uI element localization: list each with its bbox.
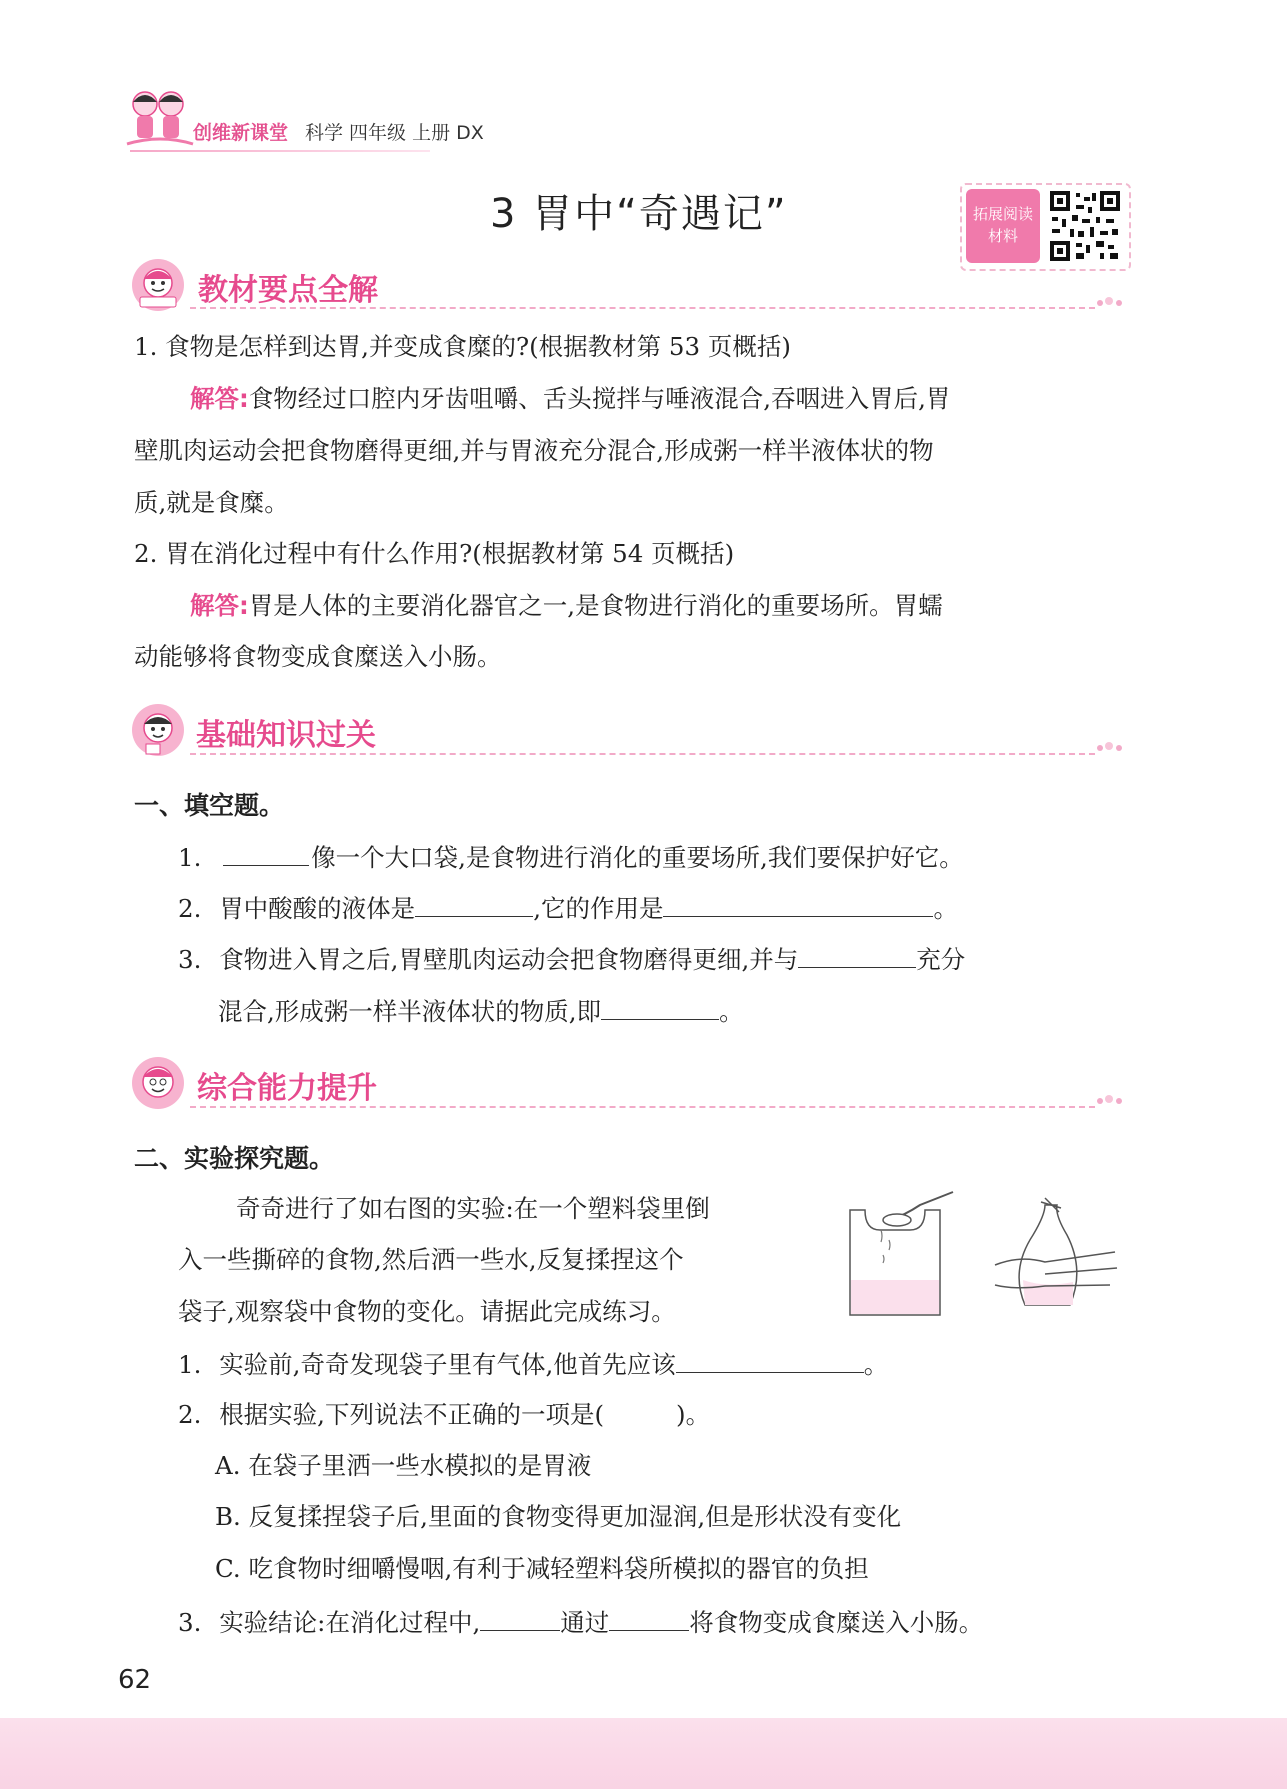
fill-item-2: 2. 胃中酸酸的液体是 ,它的作用是 。 <box>178 890 958 926</box>
section-title-key-points: 教材要点全解 <box>198 273 378 308</box>
section-divider <box>190 753 1095 755</box>
footer-band <box>0 1718 1287 1789</box>
decorative-dots-icon <box>1095 741 1125 753</box>
answer-blank[interactable] <box>798 941 916 968</box>
section-divider <box>190 1106 1095 1108</box>
answer-blank[interactable] <box>415 890 533 917</box>
header-divider <box>130 150 430 152</box>
answer-1-line-3: 质,就是食糜。 <box>134 488 289 517</box>
experiment-question-1: 1. 实验前,奇奇发现袋子里有气体,他首先应该 。 <box>178 1346 888 1382</box>
answer-blank[interactable] <box>663 890 933 917</box>
student-mascot-icon <box>130 702 186 758</box>
answer-blank[interactable] <box>609 1604 689 1631</box>
part-title-fill-blank: 一、填空题。 <box>134 791 285 820</box>
decorative-dots-icon <box>1095 1094 1125 1106</box>
question-1: 1. 食物是怎样到达胃,并变成食糜的?(根据教材第 53 页概括) <box>134 332 791 361</box>
experiment-intro-line-2: 入一些撕碎的食物,然后洒一些水,反复揉捏这个 <box>178 1245 684 1274</box>
fill-item-3-cont: 混合,形成粥一样半液体状的物质,即 。 <box>218 993 744 1029</box>
part-title-experiment: 二、实验探究题。 <box>134 1144 335 1173</box>
teacher-mascot-icon <box>130 257 186 313</box>
option-b: B. 反复揉捏袋子后,里面的食物变得更加湿润,但是形状没有变化 <box>215 1502 902 1531</box>
page-number: 62 <box>118 1665 152 1695</box>
subject-label: 科学 四年级 上册 DX <box>305 122 484 144</box>
lesson-title: 3 胃中“奇遇记” <box>490 191 788 237</box>
fill-item-3: 3. 食物进入胃之后,胃壁肌肉运动会把食物磨得更细,并与 充分 <box>178 941 965 977</box>
qr-code-icon[interactable] <box>1048 189 1122 263</box>
cartoon-kids-logo <box>125 86 195 150</box>
answer-blank[interactable] <box>223 839 309 866</box>
answer-label: 解答: <box>190 591 249 620</box>
fill-item-1: 1. 像一个大口袋,是食物进行消化的重要场所,我们要保护好它。 <box>178 839 964 875</box>
answer-2-line-1: 解答:胃是人体的主要消化器官之一,是食物进行消化的重要场所。胃蠕 <box>190 591 943 620</box>
answer-label: 解答: <box>190 384 249 413</box>
answer-2-line-2: 动能够将食物变成食糜送入小肠。 <box>134 642 502 671</box>
experiment-question-2: 2. 根据实验,下列说法不正确的一项是( )。 <box>178 1400 711 1429</box>
answer-blank[interactable] <box>601 993 719 1020</box>
section-title-comprehensive: 综合能力提升 <box>197 1071 377 1106</box>
experiment-intro-line-3: 袋子,观察袋中食物的变化。请据此完成练习。 <box>178 1297 676 1326</box>
section-divider <box>190 307 1095 309</box>
option-a: A. 在袋子里洒一些水模拟的是胃液 <box>215 1451 592 1480</box>
plastic-bag-experiment-illustration <box>845 1190 1120 1320</box>
experiment-intro-line-1: 奇奇进行了如右图的实验:在一个塑料袋里倒 <box>236 1194 710 1223</box>
option-c: C. 吃食物时细嚼慢咽,有利于减轻塑料袋所模拟的器官的负担 <box>215 1554 869 1583</box>
answer-blank[interactable] <box>480 1604 560 1631</box>
question-2: 2. 胃在消化过程中有什么作用?(根据教材第 54 页概括) <box>134 539 735 568</box>
smiling-mascot-icon <box>130 1055 186 1111</box>
extended-reading-label: 拓展阅读 材料 <box>966 189 1040 263</box>
experiment-question-3: 3. 实验结论:在消化过程中, 通过 将食物变成食糜送入小肠。 <box>178 1604 983 1640</box>
section-title-basic-knowledge: 基础知识过关 <box>196 718 376 753</box>
brand-name: 创维新课堂 <box>193 122 289 144</box>
answer-1-line-2: 壁肌肉运动会把食物磨得更细,并与胃液充分混合,形成粥一样半液体状的物 <box>134 436 934 465</box>
decorative-dots-icon <box>1095 296 1125 308</box>
answer-1-line-1: 解答:食物经过口腔内牙齿咀嚼、舌头搅拌与唾液混合,吞咽进入胃后,胃 <box>190 384 951 413</box>
answer-blank[interactable] <box>676 1346 864 1373</box>
